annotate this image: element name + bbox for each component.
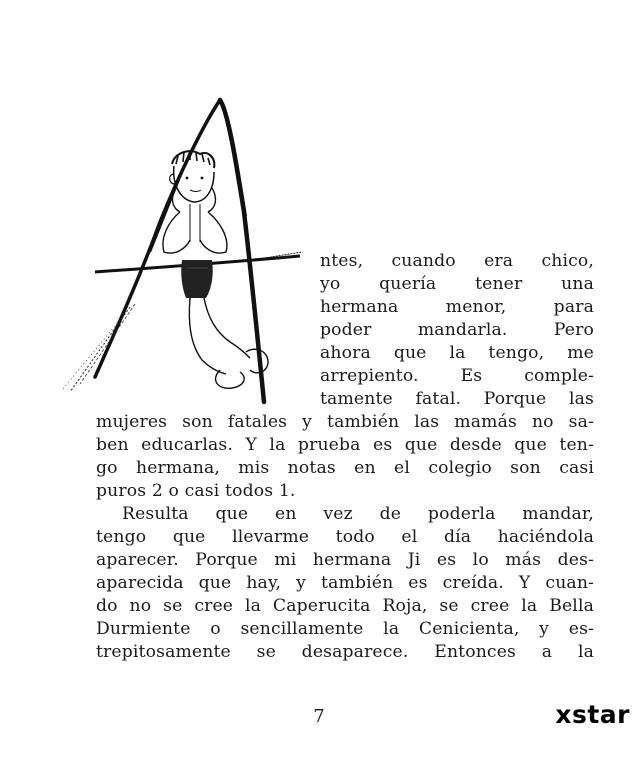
- text-line: Durmiente o sencillamente la Cenicienta, y es-: [96, 619, 594, 639]
- text-line: puros 2 o casi todos 1.: [96, 481, 296, 501]
- text-line: ben educarlas. Y la prueba es que desde que ten-: [96, 435, 594, 455]
- text-line: go hermana, mis notas en el colegio son casi: [96, 458, 594, 478]
- text-line: poder mandarla. Pero: [320, 320, 594, 340]
- text-line: tengo que llevarme todo el día haciéndola: [96, 527, 594, 547]
- text-line: ahora que la tengo, me: [320, 343, 594, 363]
- text-line: aparecer. Porque mi hermana Ji es lo más des-: [96, 550, 594, 570]
- page-number: 7: [313, 706, 325, 727]
- text-line: yo quería tener una: [320, 274, 594, 294]
- text-line: trepitosamente se desaparece. Entonces a la: [96, 642, 594, 662]
- text-line: Resulta que en vez de poderla mandar,: [122, 504, 594, 524]
- text-line: hermana menor, para: [320, 297, 594, 317]
- text-line: aparecida que hay, y también es creída. Y cuan-: [96, 573, 594, 593]
- watermark-logo: xstar: [555, 700, 630, 729]
- dropcap-a-boy-drawing: [40, 92, 310, 412]
- text-line: mujeres son fatales y también las mamás no sa-: [96, 412, 594, 432]
- dropcap-illustration: [40, 92, 310, 412]
- text-line: ntes, cuando era chico,: [320, 251, 594, 271]
- text-line: tamente fatal. Porque las: [320, 389, 594, 409]
- text-line: do no se cree la Caperucita Roja, se cree la Bella: [96, 596, 594, 616]
- text-line: arrepiento. Es comple-: [320, 366, 594, 386]
